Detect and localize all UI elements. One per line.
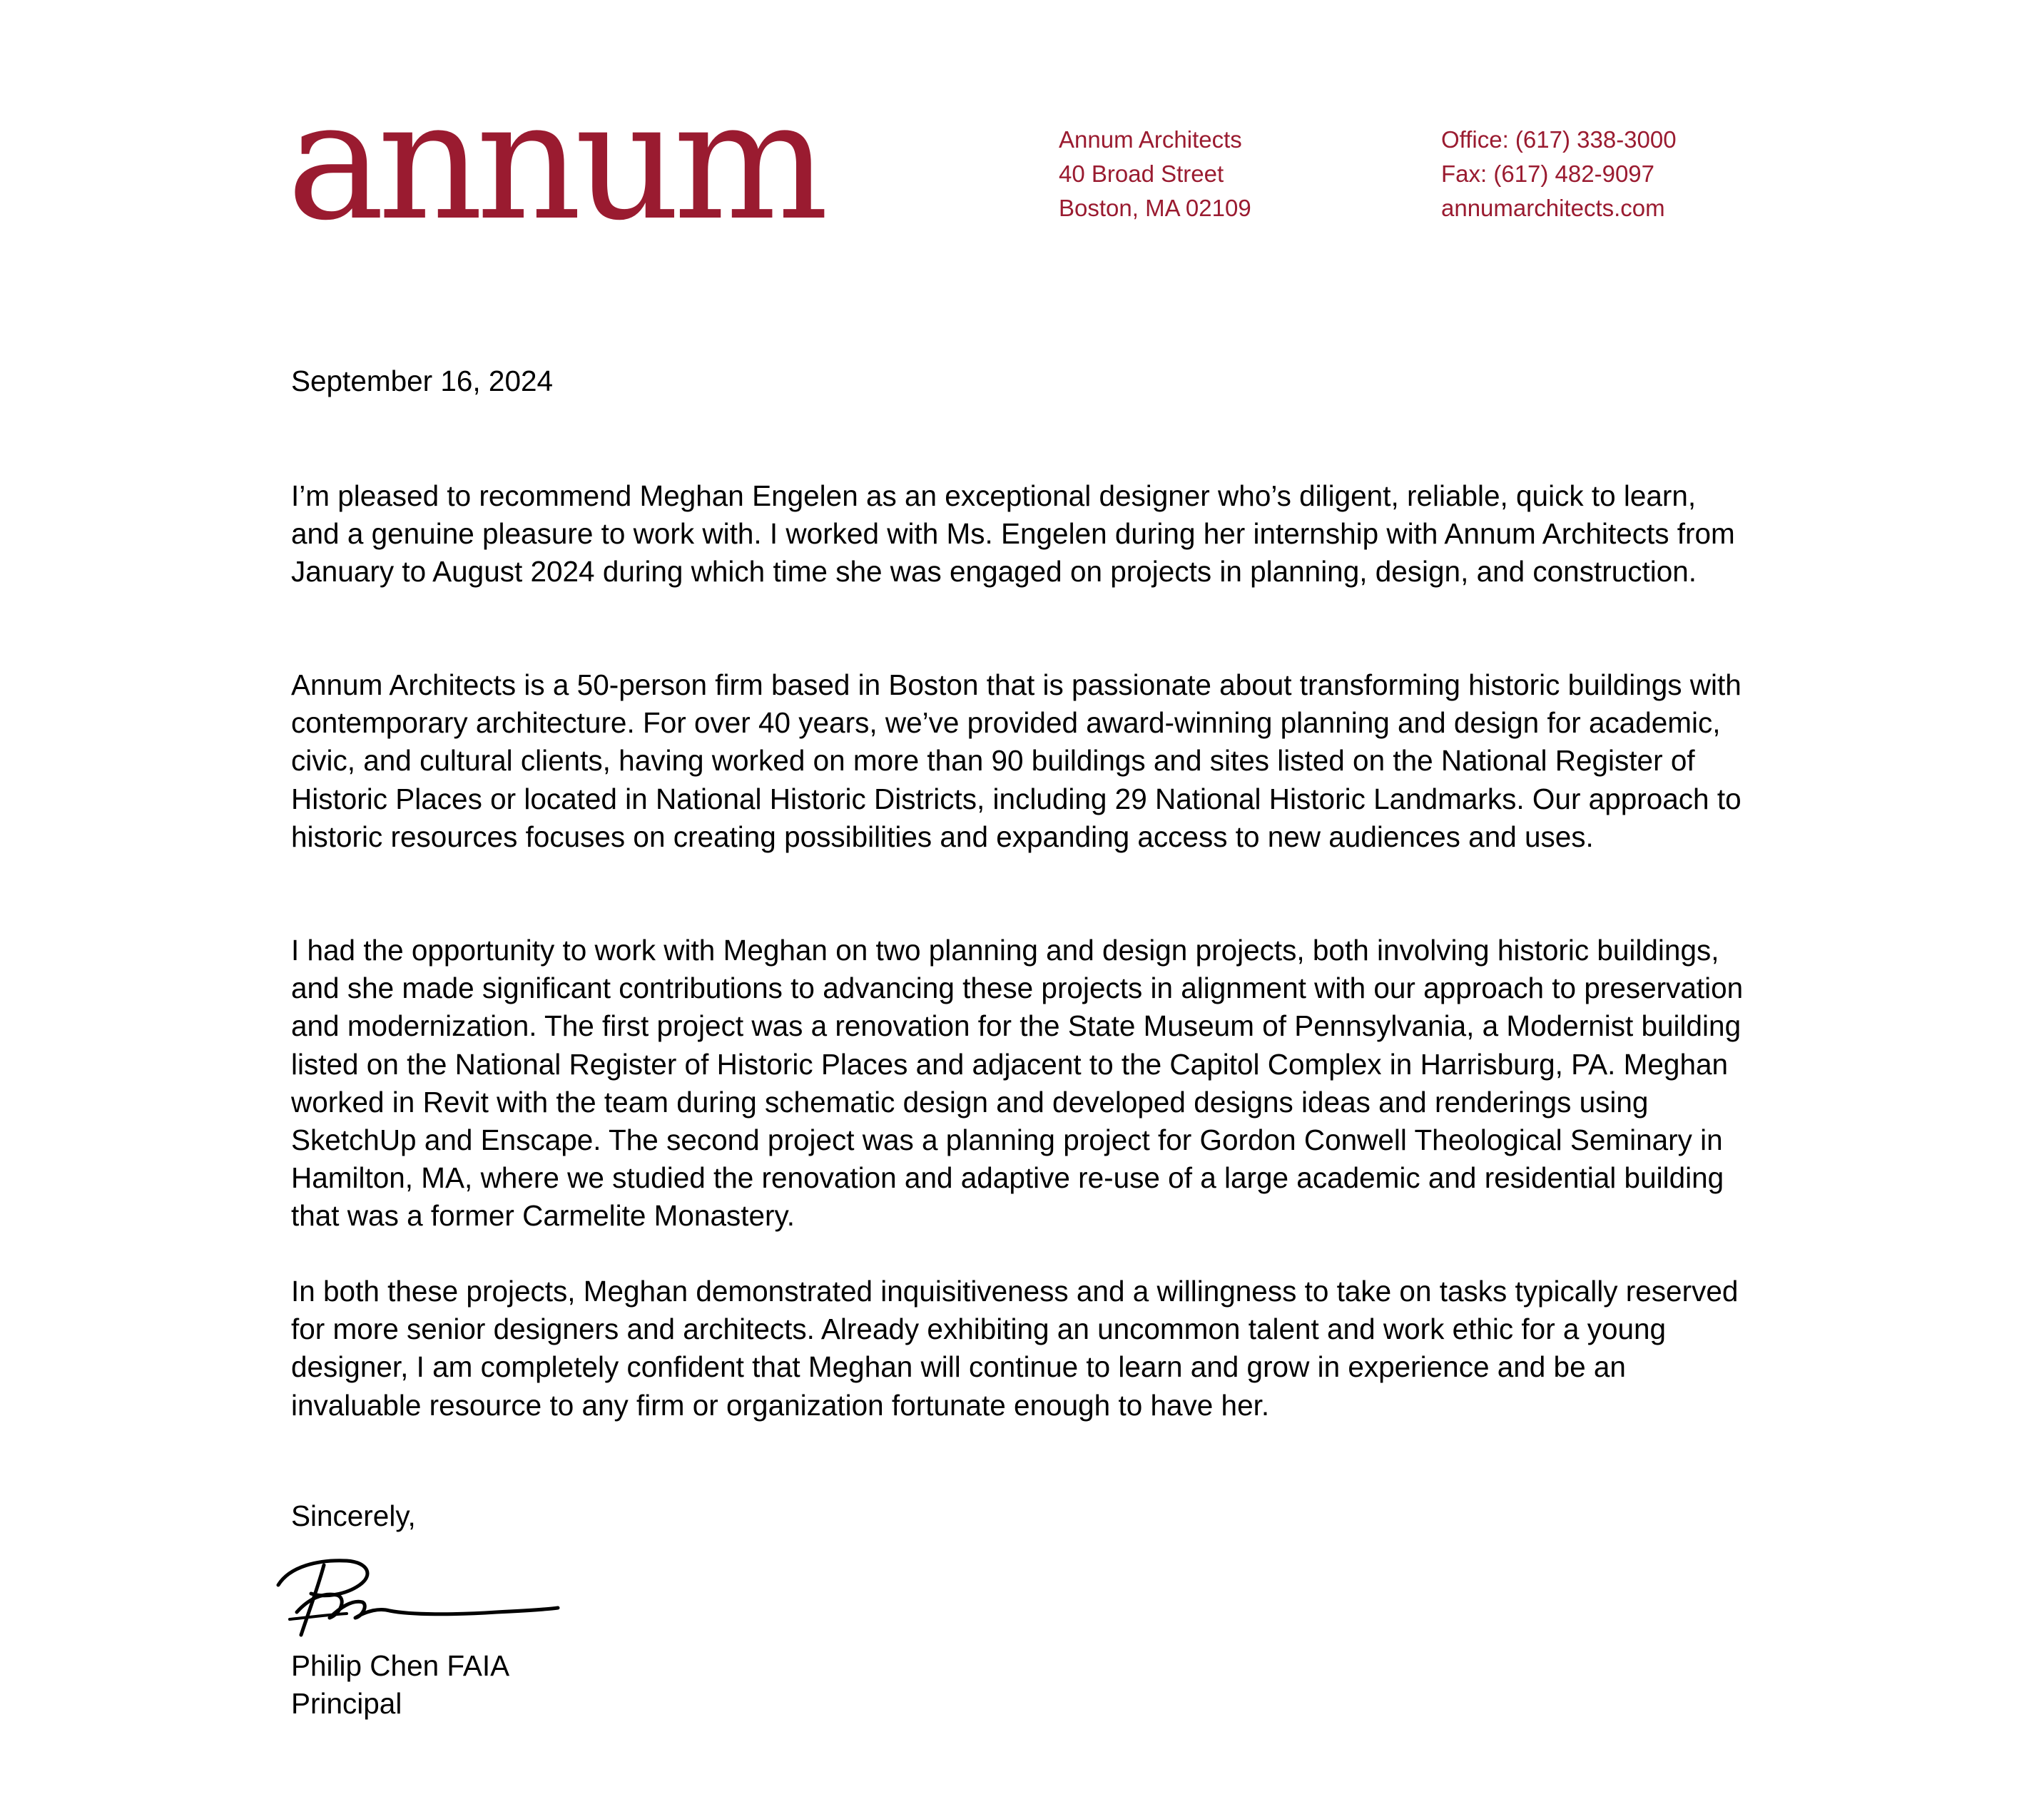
street-address: 40 Broad Street: [1059, 160, 1224, 187]
contact-block: [1441, 123, 1677, 225]
signature: [268, 1544, 568, 1651]
signer-name: Philip Chen FAIA: [291, 1649, 510, 1682]
letter-date: September 16, 2024: [291, 365, 554, 397]
body-paragraph-2: Annum Architects is a 50-person firm based in Boston that is passionate about transforming historic buildings with contemporary architecture. For over 40 years, we’ve provided award-winning planning and design for academic, civic, and cultural clients, having worked on more than 90 buildings and sites listed on the National Register of Historic Places or located in National Historic Districts, including 29 National Historic Landmarks. Our approach to historic resources focuses on creating possibilities and expanding access to new audiences and uses.: [291, 668, 1742, 853]
body-paragraph-3: I had the opportunity to work with Meghan on two planning and design projects, both involving historic buildings, and she made significant contributions to advancing these projects in alignment with our approach to preservation and modernization. The first project was a renovation for the State Museum of Pennsylvania, a Modernist building listed on the National Register of Historic Places and adjacent to the Capitol Complex in Harrisburg, PA. Meghan worked in Revit with the team during schematic design and developed designs ideas and renderings using SketchUp and Enscape. The second project was a planning project for Gordon Conwell Theological Seminary in Hamilton, MA, where we studied the renovation and adaptive re-use of a large academic and residential building that was a former Carmelite Monastery.: [291, 934, 1744, 1233]
closing: Sincerely,: [291, 1499, 416, 1532]
city-state-zip: Boston, MA 02109: [1059, 195, 1251, 221]
website-link[interactable]: annumarchitects.com: [1441, 195, 1665, 221]
signer-title: Principal: [291, 1687, 402, 1720]
firm-name: Annum Architects: [1059, 126, 1242, 153]
body-paragraph-1: I’m pleased to recommend Meghan Engelen as an exceptional designer who’s diligent, reliable, quick to learn, and a genuine pleasure to work with. I worked with Ms. Engelen during her internship with Annum Architects from January to August 2024 during which time she was engaged on projects in planning, design, and construction.: [291, 479, 1735, 588]
office-phone: Office: (617) 338-3000: [1441, 126, 1677, 153]
fax-number: Fax: (617) 482-9097: [1441, 160, 1655, 187]
body-paragraph-4: In both these projects, Meghan demonstrated inquisitiveness and a willingness to take on tasks typically reserved for more senior designers and architects. Already exhibiting an uncommon talent and work ethic for a young designer, I am completely confident that Meghan will continue to learn and grow in experience and be an invaluable resource to any firm or organization fortunate enough to have her.: [291, 1275, 1739, 1422]
address-block: [1059, 123, 1251, 225]
annum-logo: annum: [287, 66, 822, 257]
